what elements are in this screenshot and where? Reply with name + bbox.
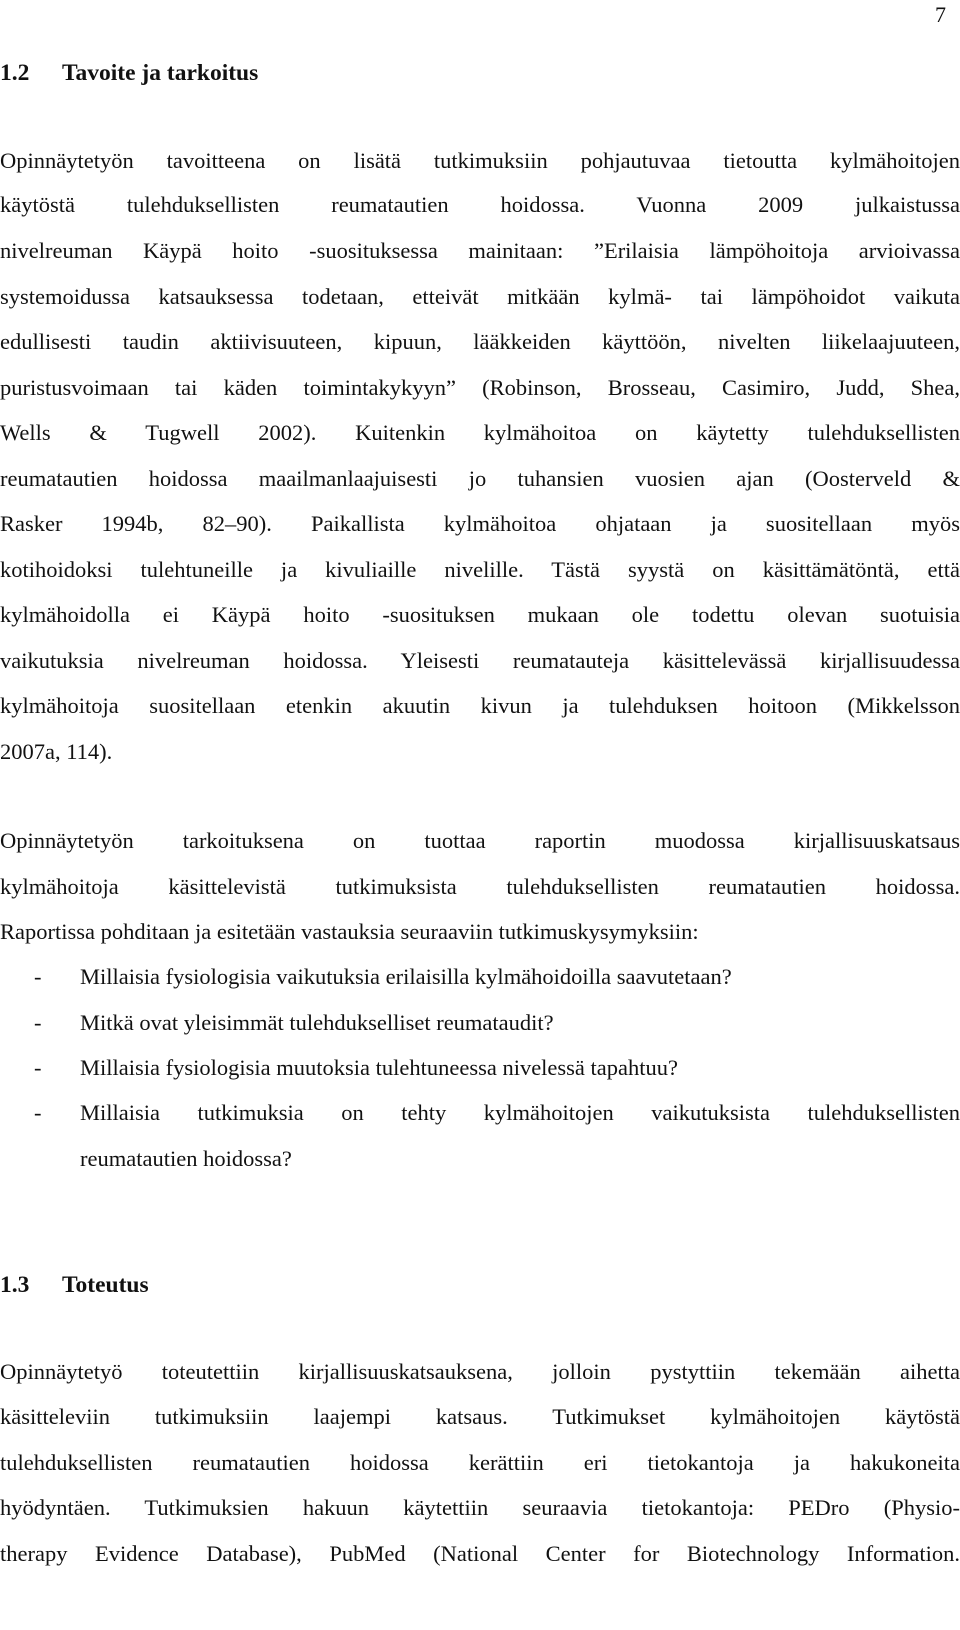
list-item-text: Millaisia fysiologisia vaikutuksia erilaisilla kylmähoidoilla saavutetaan? xyxy=(80,964,732,989)
text-line: Opinnäytetyön tarkoituksena on tuottaa raportin muodossa kirjallisuuskatsaus xyxy=(0,828,960,853)
section-number: 1.3 xyxy=(0,1272,30,1298)
text-line: nivelreuman Käypä hoito -suosituksessa mainitaan: ”Erilaisia lämpöhoitoja arvioivassa xyxy=(0,238,960,263)
list-dash: - xyxy=(34,964,42,989)
list-item-text: Millaisia fysiologisia muutoksia tulehtuneessa nivelessä tapahtuu? xyxy=(80,1055,679,1080)
text-line: 2007a, 114). xyxy=(0,739,113,764)
list-dash: - xyxy=(34,1055,42,1080)
text-line: tulehduksellisten reumatautien hoidossa kerättiin eri tietokantoja ja hakukoneita xyxy=(0,1450,960,1475)
text-line: Wells & Tugwell 2002). Kuitenkin kylmähoitoa on käytetty tulehduksellisten xyxy=(0,420,960,445)
text-line: puristusvoimaan tai käden toimintakykyyn” (Robinson, Brosseau, Casimiro, Judd, Shea, xyxy=(0,375,960,400)
section-number: 1.2 xyxy=(0,60,30,86)
text-line: Raportissa pohditaan ja esitetään vastauksia seuraaviin tutkimuskysymyksiin: xyxy=(0,919,699,944)
text-line: reumatautien hoidossa maailmanlaajuisesti jo tuhansien vuosien ajan (Oosterveld & xyxy=(0,466,960,491)
text-line: therapy Evidence Database), PubMed (National Center for Biotechnology Information. xyxy=(0,1541,960,1566)
list-item-text: Millaisia tutkimuksia on tehty kylmähoitojen vaikutuksista tulehduksellisten xyxy=(80,1100,960,1125)
list-dash: - xyxy=(34,1010,42,1035)
page-number: 7 xyxy=(935,2,946,27)
text-line: hyödyntäen. Tutkimuksien hakuun käytettiin seuraavia tietokantoja: PEDro (Physio- xyxy=(0,1495,960,1520)
text-line: vaikutuksia nivelreuman hoidossa. Yleisesti reumatauteja käsittelevässä kirjallisuudessa xyxy=(0,648,960,673)
section-heading-1-2 xyxy=(0,60,258,87)
list-dash: - xyxy=(34,1100,42,1125)
text-line: kylmähoitoja käsittelevistä tutkimuksista tulehduksellisten reumatautien hoidossa. xyxy=(0,874,960,899)
text-line: Opinnäytetyö toteutettiin kirjallisuuskatsauksena, jolloin pystyttiin tekemään aihetta xyxy=(0,1359,960,1384)
section-title: Toteutus xyxy=(62,1272,149,1298)
text-line: käsitteleviin tutkimuksiin laajempi katsaus. Tutkimukset kylmähoitojen käytöstä xyxy=(0,1404,960,1429)
text-line: edullisesti taudin aktiivisuuteen, kipuun, lääkkeiden käyttöön, nivelten liikelaajuuteen, xyxy=(0,329,960,354)
section-title: Tavoite ja tarkoitus xyxy=(62,60,259,86)
text-line: kylmähoidolla ei Käypä hoito -suosituksen mukaan ole todettu olevan suotuisia xyxy=(0,602,960,627)
text-line: käytöstä tulehduksellisten reumatautien hoidossa. Vuonna 2009 julkaistussa xyxy=(0,192,960,217)
text-line: systemoidussa katsauksessa todetaan, etteivät mitkään kylmä- tai lämpöhoidot vaikuta xyxy=(0,284,960,309)
section-heading-1-3 xyxy=(0,1272,149,1299)
text-line: kylmähoitoja suositellaan etenkin akuutin kivun ja tulehduksen hoitoon (Mikkelsson xyxy=(0,693,960,718)
text-line: Opinnäytetyön tavoitteena on lisätä tutkimuksiin pohjautuvaa tietoutta kylmähoitojen xyxy=(0,148,960,173)
text-line: kotihoidoksi tulehtuneille ja kivuliaille nivelille. Tästä syystä on käsittämätöntä, että xyxy=(0,557,960,582)
text-line: Rasker 1994b, 82‒90). Paikallista kylmähoitoa ohjataan ja suositellaan myös xyxy=(0,511,960,536)
list-item-text: Mitkä ovat yleisimmät tulehdukselliset reumataudit? xyxy=(80,1010,554,1035)
list-item-text: reumatautien hoidossa? xyxy=(80,1146,292,1171)
